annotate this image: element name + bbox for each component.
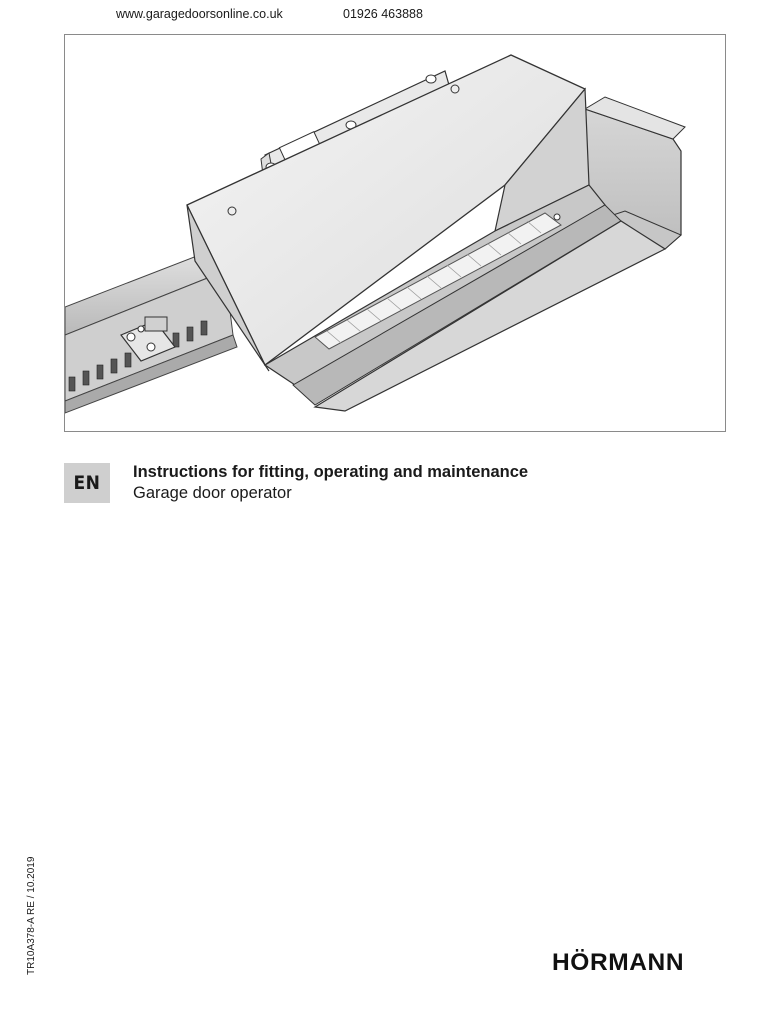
brand-logo: HÖRMANN: [552, 949, 685, 976]
document-subtitle: Garage door operator: [133, 484, 292, 502]
garage-door-operator-illustration-icon: [65, 35, 726, 432]
document-title-block: [133, 462, 733, 504]
document-title: Instructions for fitting, operating and maintenance: [133, 463, 529, 481]
document-code: TR10A378-A RE / 10.2019: [26, 856, 37, 975]
language-badge: EN: [64, 463, 110, 503]
website-text: www.garagedoorsonline.co.uk: [116, 7, 283, 21]
product-illustration-frame: [64, 34, 726, 432]
page-header: [0, 7, 768, 25]
phone-text: 01926 463888: [343, 7, 423, 21]
